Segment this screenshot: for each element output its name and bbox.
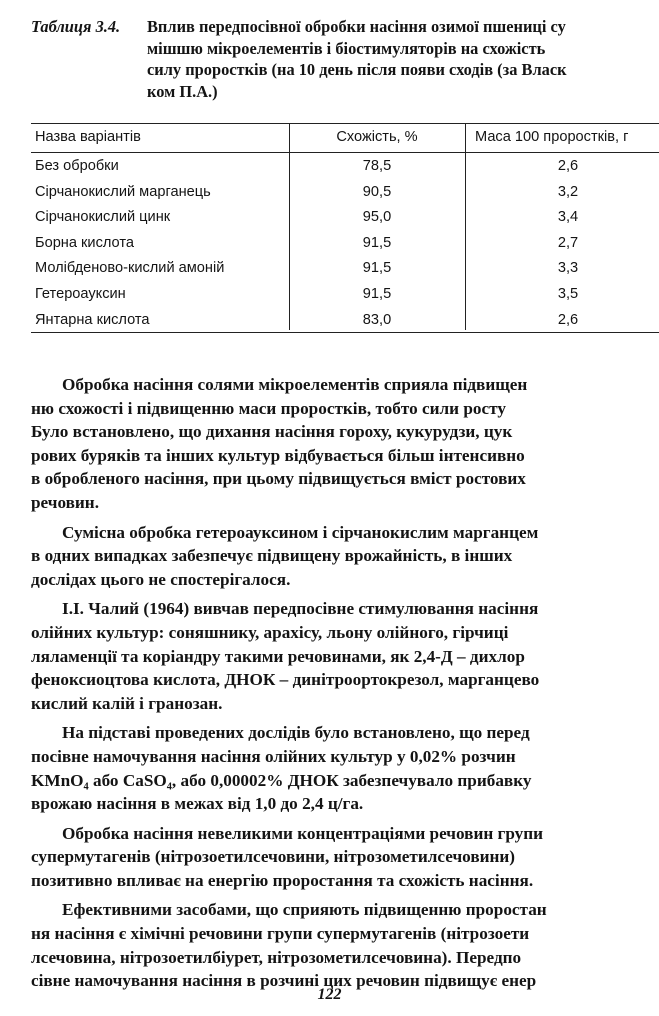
cell-mass: 2,6 <box>557 158 579 174</box>
text-line: в обробленого насіння, при цьому підвищується вміст ростових <box>31 469 526 489</box>
text-line: дослідах цього не спостерігалося. <box>31 569 291 589</box>
text-line: олійних культур: соняшнику, арахісу, льону олійного, гірчиці <box>31 622 509 642</box>
paragraph <box>31 521 659 592</box>
paragraph <box>31 898 659 992</box>
paragraph <box>31 597 659 715</box>
table-label: Таблиця 3.4. <box>31 17 121 36</box>
body-text <box>31 373 659 993</box>
table-caption <box>31 16 659 102</box>
text-line: позитивно впливає на енергію проростання та схожість насіння. <box>31 870 534 890</box>
caption-line: Вплив передпосівної обробки насіння озимої пшениці су <box>147 17 566 36</box>
text-line: рових буряків та інших культур відбувається більш інтенсивно <box>31 445 525 465</box>
cell-mass: 2,6 <box>557 311 579 328</box>
cell-mass: 3,2 <box>557 183 579 200</box>
column-divider <box>289 123 290 330</box>
cell-germination: 91,5 <box>362 234 392 251</box>
paragraph <box>31 822 659 893</box>
text-line: На підставі проведених дослідів було встановлено, що перед <box>62 723 530 743</box>
column-header-germination: Схожість, % <box>336 129 418 145</box>
text-line: ня насіння є хімічні речовини групи супермутагенів (нітрозоети <box>31 924 530 944</box>
text-line: ню схожості і підвищенню маси проростків, тобто сили росту <box>31 398 506 418</box>
text-line: ляламенції та коріандру такими речовинами, як 2,4-Д – дихлор <box>31 646 525 666</box>
table-row <box>31 230 659 256</box>
table-row <box>31 255 659 281</box>
column-header-variant: Назва варіантів <box>35 129 141 145</box>
cell-germination: 91,5 <box>362 285 392 302</box>
column-header-mass: Маса 100 проростків, г <box>475 129 629 145</box>
data-table <box>31 123 659 333</box>
table-row <box>31 153 659 179</box>
cell-germination: 91,5 <box>362 260 392 277</box>
cell-variant: Янтарна кислота <box>35 311 150 328</box>
text-line: Сумісна обробка гетероауксином і сірчанокислим марганцем <box>62 522 539 542</box>
table-row <box>31 179 659 205</box>
text-line: кислий калій і гранозан. <box>31 693 223 713</box>
cell-germination: 83,0 <box>362 311 392 328</box>
table-header-row <box>31 123 659 153</box>
cell-variant: Сірчанокислий цинк <box>35 209 171 226</box>
caption-line: силу проростків (на 10 день після появи сходів (за Власк <box>147 60 567 79</box>
cell-mass: 3,5 <box>557 285 579 302</box>
table-row <box>31 281 659 307</box>
cell-mass: 2,7 <box>557 234 579 251</box>
text-line: Ефективними засобами, що сприяють підвищенню проростан <box>62 900 547 920</box>
cell-mass: 3,4 <box>557 209 579 226</box>
cell-germination: 95,0 <box>362 209 392 226</box>
text-line: Було встановлено, що дихання насіння гороху, кукурудзи, цук <box>31 422 513 442</box>
text-line: І.І. Чалий (1964) вивчав передпосівне стимулювання насіння <box>62 599 539 619</box>
table-row <box>31 204 659 230</box>
table-row <box>31 307 659 334</box>
caption-line: мішшю мікроелементів і біостимуляторів на схожість <box>147 38 546 58</box>
cell-germination: 78,5 <box>362 158 392 174</box>
column-divider <box>465 123 466 330</box>
text-line: в одних випадках забезпечує підвищену врожайність, в інших <box>31 546 513 566</box>
text-line: феноксиоцтова кислота, ДНОК – динітроортокрезол, марганцево <box>31 670 540 690</box>
text-line: Обробка насіння невеликими концентраціями речовин групи <box>62 823 544 843</box>
paragraph <box>31 721 659 815</box>
cell-mass: 3,3 <box>557 260 579 277</box>
text-line: врожаю насіння в межах від 1,0 до 2,4 ц/га. <box>31 794 364 814</box>
text-line: Обробка насіння солями мікроелементів сприяла підвищен <box>62 375 528 394</box>
text-line: сівне намочування насіння в розчині цих речовин підвищує енер <box>31 971 537 991</box>
text-line: KMnO₄ або CaSO₄, або 0,00002% ДНОК забезпечувало прибавку <box>31 770 532 790</box>
text-line: посівне намочування насіння олійних культур у 0,02% розчин <box>31 746 516 766</box>
cell-variant: Молібденово-кислий амоній <box>35 260 225 277</box>
cell-variant: Гетероауксин <box>35 285 126 302</box>
cell-germination: 90,5 <box>362 183 392 200</box>
cell-variant: Без обробки <box>35 158 119 174</box>
cell-variant: Борна кислота <box>35 234 134 251</box>
text-line: лсечовина, нітрозоетилбіурет, нітрозометилсечовина). Передпо <box>31 947 522 967</box>
caption-line: ком П.А.) <box>147 81 218 101</box>
paragraph <box>31 373 659 515</box>
cell-variant: Сірчанокислий марганець <box>35 183 211 200</box>
page-number: 122 <box>317 986 342 1003</box>
text-line: речовин. <box>31 492 100 512</box>
text-line: супермутагенів (нітрозоетилсечовини, нітрозометилсечовини) <box>31 847 516 867</box>
